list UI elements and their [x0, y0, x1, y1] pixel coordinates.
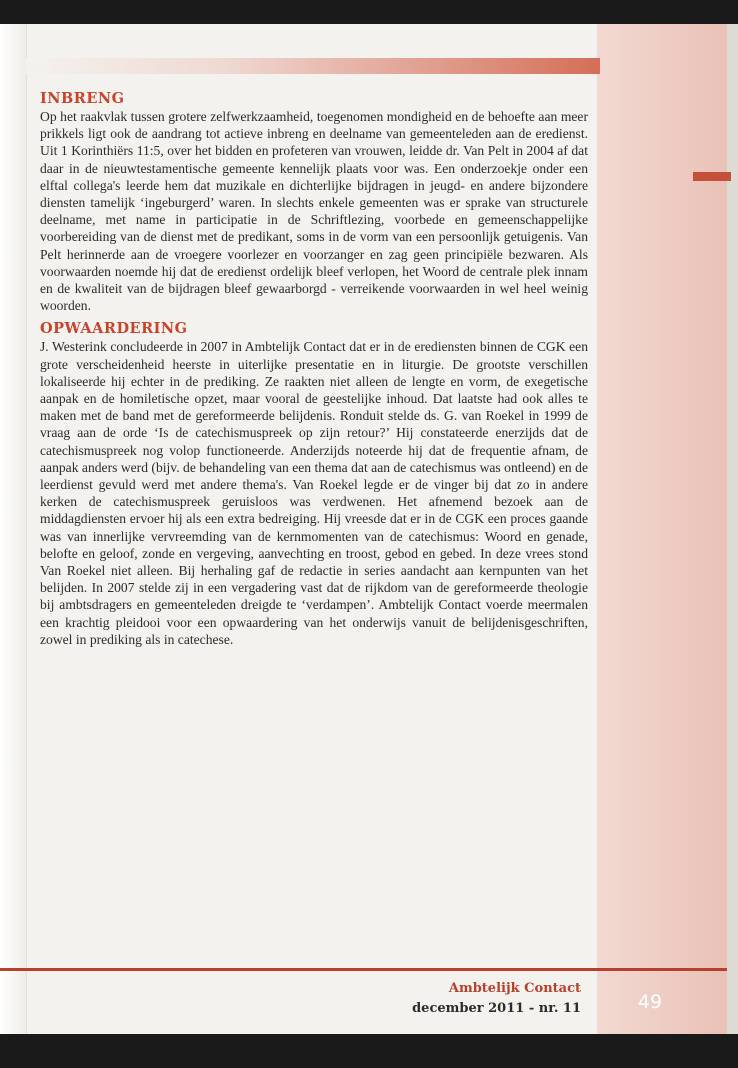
section-heading: INBRENG	[40, 90, 125, 107]
page-number: 49	[637, 991, 663, 1013]
article-body	[40, 90, 588, 654]
section-paragraph: J. Westerink concludeerde in 2007 in Ambtelijk Contact dat er in de erediensten binnen de CGK een grote verscheidenheid heerste in uiterlijke presentatie en in liturgie. De grootste verschillen lokaliseerde hij echter in de prediking. Ze raakten niet alleen de lengte en vorm, de exegetische aanpak en de homiletische opzet, maar vooral de geestelijke inhoud. Dat laatste had ook alles te maken met de band met de gereformeerde belijdenis. Ronduit stelde ds. G. van Roekel in 1999 de vraag aan de orde ‘Is de catechismuspreek op zijn retour?’ Hij constateerde enerzijds dat de catechismuspreek nog volop functioneerde. Anderzijds noteerde hij dat de frequentie afnam, de aanpak anders werd (bijv. de behandeling van een thema dat aan de catechismus was ontleend) en de leerdienst gevuld werd met andere thema's. Van Roekel legde er de vinger bij dat zo in andere kerken de catechismuspreek geruisloos was verdwenen. Het afnemend bezoek aan de middagdiensten ervoer hij als een extra bedreiging. Hij vreesde dat er in de CGK een proces gaande was van innerlijke vervreemding van de kernmomenten van de catechismus: Woord en genade, belofte en geloof, zonde en vergeving, aanvechting en troost, gebod en gebed. In deze vrees stond Van Roekel niet alleen. Bij herhaling gaf de redactie in series aandacht aan kernpunten van het belijden. In 2007 stelde zij in een vergadering vast dat de rijkdom van de gereformeerde theologie bij ambtsdragers en gemeenteleden dreigde te ‘verdampen’. Ambtelijk Contact voerde meermalen een krachtig pleidooi voor een opwaardering van het onderwijs vanuit de belijdenisgeschriften, zowel in prediking als in catechese.	[40, 339, 588, 647]
binding-gutter	[0, 24, 27, 1034]
side-marker	[693, 172, 731, 181]
section-paragraph: Op het raakvlak tussen grotere zelfwerkzaamheid, toegenomen mondigheid en de behoefte aan meer prikkels ligt ook de aandrang tot actieve inbreng en deelname van gemeenteleden aan de eredienst. Uit 1 Korinthiërs 11:5, over het bidden en profeteren van vrouwen, leidde dr. Van Pelt in 2004 af dat daar in de nieuwtestamentische gemeente kennelijk plaats voor was. Een onderzoekje onder een elftal collega's leerde hem dat muzikale en dichterlijke bijdragen in jeugd- en andere bijzondere diensten tamelijk ‘ingeburgerd’ waren. In slechts enkele gemeenten was er sprake van structurele deelname, met name in participatie in de Schriftlezing, voorbede en gemeenschappelijke voorbereiding van de dienst met de predikant, soms in de vorm van een persoonlijk getuigenis. Van Pelt herinnerde aan de vroegere voorlezer en voorzanger en zag geen principiële bezwaren. Als voorwaarden noemde hij dat de eredienst ordelijk bleef verlopen, het Woord de centrale plek innam en de kwaliteit van de bijdragen bleef gewaarborgd - verreikende voorwaarden in wel heel weinig woorden.	[40, 109, 588, 314]
section-heading: OPWAARDERING	[40, 320, 188, 338]
footer-magazine-title: Ambtelijk Contact	[448, 981, 581, 996]
footer-rule	[0, 968, 727, 971]
scan-bottom-border	[0, 1034, 738, 1068]
header-gradient-band	[26, 58, 600, 74]
scan-top-border	[0, 0, 738, 24]
section-opwaardering	[40, 320, 588, 648]
footer-issue: december 2011 - nr. 11	[412, 1001, 581, 1016]
section-inbreng	[40, 90, 588, 314]
